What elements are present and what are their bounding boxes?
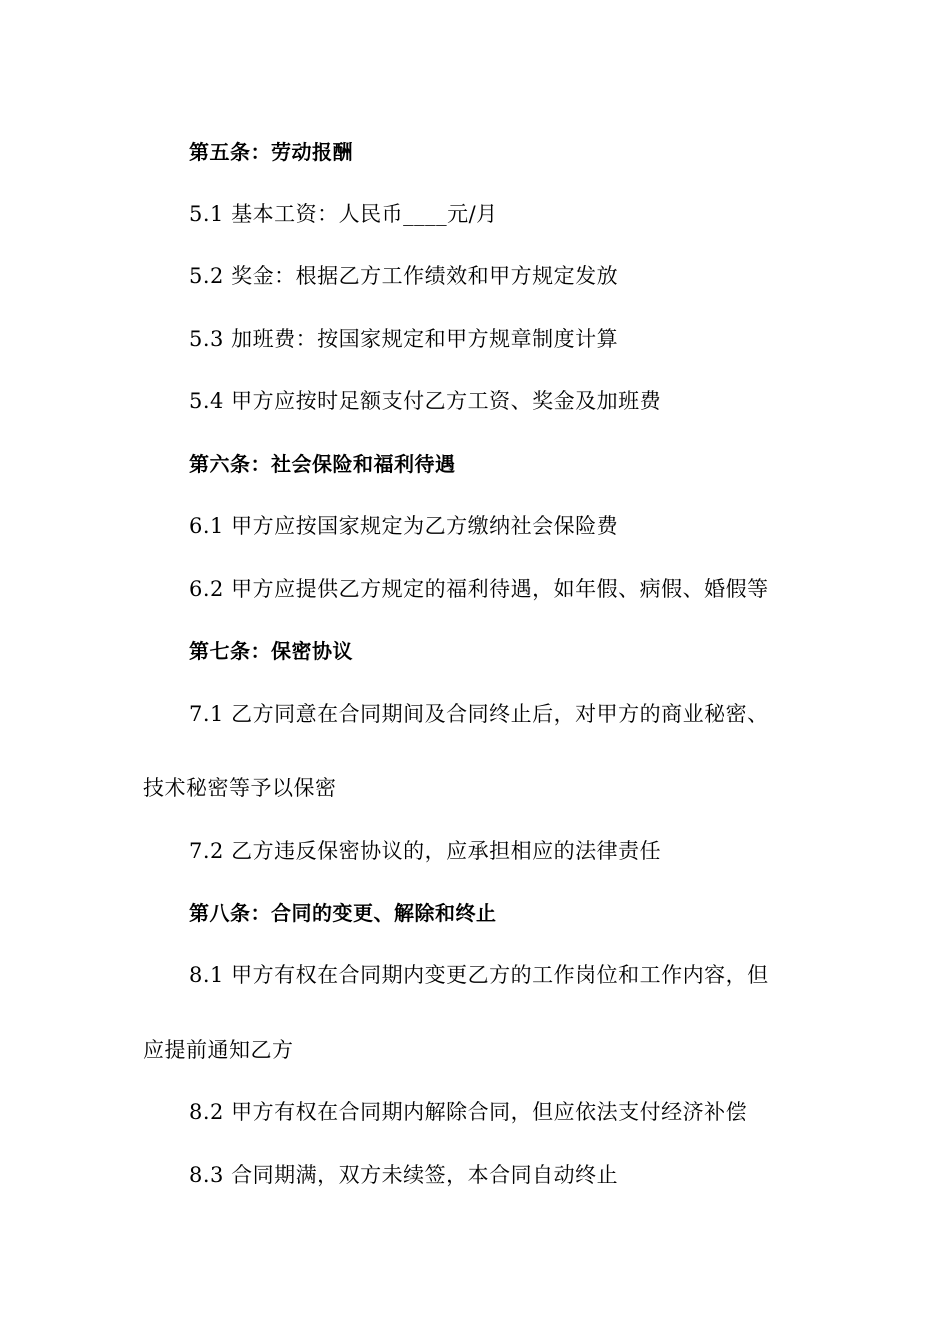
section-heading-8: 第八条：合同的变更、解除和终止 (189, 901, 497, 925)
clause-7-1: 7.1 乙方同意在合同期间及合同终止后，对甲方的商业秘密、 (189, 702, 769, 726)
clause-6-1: 6.1 甲方应按国家规定为乙方缴纳社会保险费 (189, 514, 619, 538)
clause-8-1: 8.1 甲方有权在合同期内变更乙方的工作岗位和工作内容，但 (189, 963, 769, 987)
clause-8-1-continued: 应提前通知乙方 (143, 1038, 294, 1062)
section-heading-6: 第六条：社会保险和福利待遇 (189, 452, 456, 476)
clause-8-3: 8.3 合同期满，双方未续签，本合同自动终止 (189, 1163, 619, 1187)
clause-5-3: 5.3 加班费：按国家规定和甲方规章制度计算 (189, 327, 619, 351)
section-heading-7: 第七条：保密协议 (189, 639, 353, 663)
clause-5-4: 5.4 甲方应按时足额支付乙方工资、奖金及加班费 (189, 389, 662, 413)
clause-7-2: 7.2 乙方违反保密协议的，应承担相应的法律责任 (189, 839, 662, 863)
section-heading-5: 第五条：劳动报酬 (189, 140, 353, 164)
clause-5-2: 5.2 奖金：根据乙方工作绩效和甲方规定发放 (189, 264, 619, 288)
clause-7-1-continued: 技术秘密等予以保密 (143, 776, 337, 800)
clause-6-2: 6.2 甲方应提供乙方规定的福利待遇，如年假、病假、婚假等 (189, 577, 769, 601)
clause-5-1: 5.1 基本工资：人民币____元/月 (189, 202, 498, 226)
clause-8-2: 8.2 甲方有权在合同期内解除合同，但应依法支付经济补偿 (189, 1100, 748, 1124)
